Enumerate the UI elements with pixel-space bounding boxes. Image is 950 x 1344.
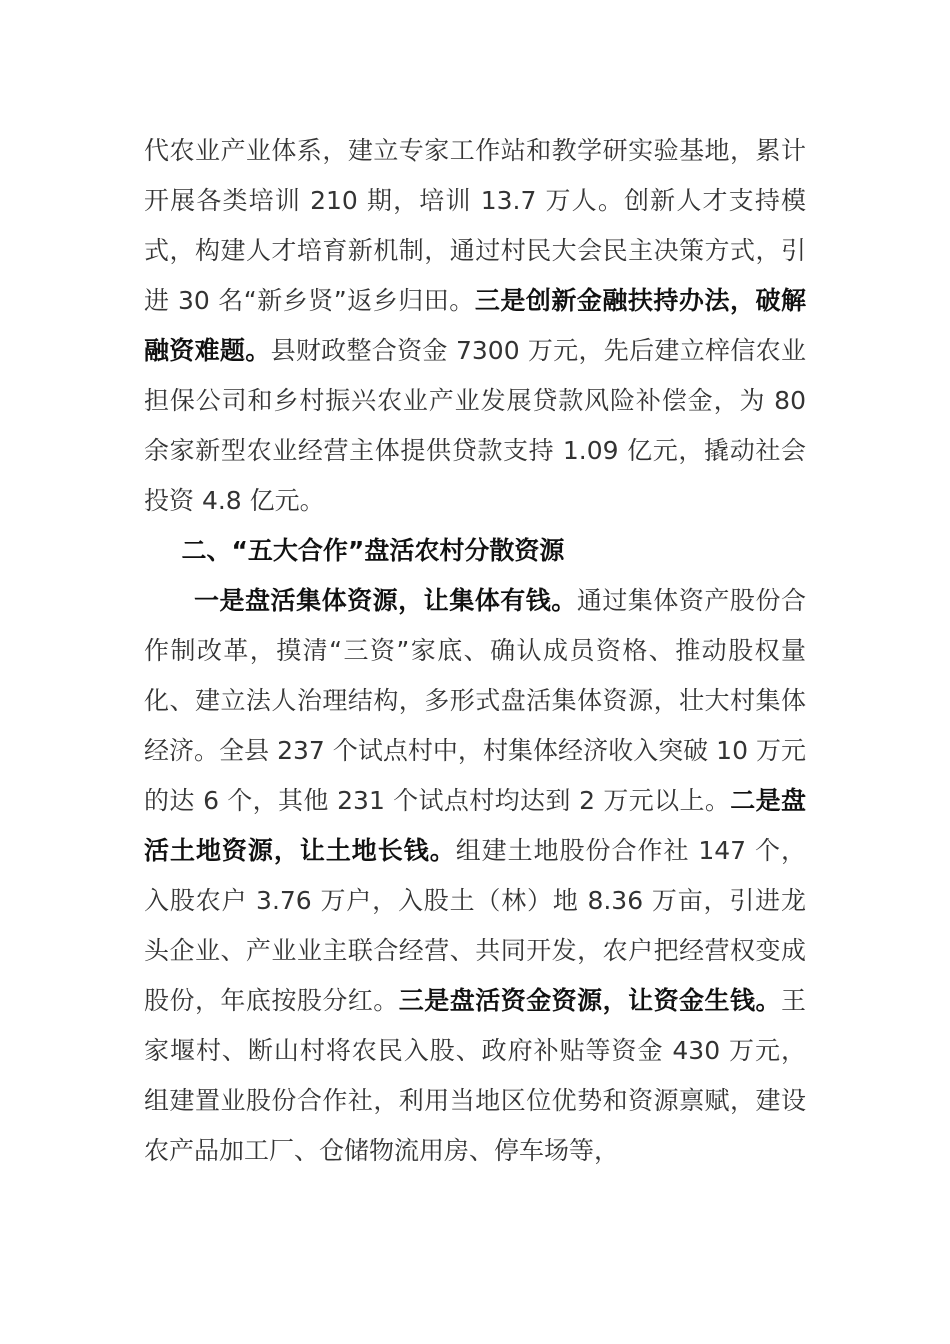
bold-subheading-land: 二是盘活土地资源，让土地长钱。	[144, 786, 806, 865]
bold-subheading-finance: 三是创新金融扶持办法，破解融资难题。	[144, 286, 806, 365]
bold-subheading-collective: 一是盘活集体资源，让集体有钱。	[194, 586, 577, 615]
paragraph-talent-finance	[144, 126, 806, 526]
paragraph-text: 县财政整合资金 7300 万元，先后建立梓信农业担保公司和乡村振兴农业产业发展贷款风险补偿金，为 80 余家新型农业经营主体提供贷款支持 1.09 亿元，撬动社会投资 4.8 亿元。	[144, 336, 806, 515]
document-body	[144, 126, 806, 1176]
paragraph-text: 王家堰村、断山村将农民入股、政府补贴等资金 430 万元，组建置业股份合作社，利用当地区位优势和资源禀赋，建设农产品加工厂、仓储物流用房、停车场等，	[144, 986, 806, 1165]
paragraph-resources	[144, 576, 806, 1176]
paragraph-text: 组建土地股份合作社 147 个，入股农户 3.76 万户，入股土（林）地 8.36 万亩，引进龙头企业、产业业主联合经营、共同开发，农户把经营权变成股份，年底按股分红。	[144, 836, 806, 1015]
section-heading-five-cooperations: 二、“五大合作”盘活农村分散资源	[181, 536, 565, 565]
paragraph-text: 通过集体资产股份合作制改革，摸清“三资”家底、确认成员资格、推动股权量化、建立法人治理结构，多形式盘活集体资源，壮大村集体经济。全县 237 个试点村中，村集体经济收入突破 10 万元的达 6 个，其他 231 个试点村均达到 2 万元以上。	[144, 586, 806, 815]
paragraph-text: 代农业产业体系，建立专家工作站和教学研实验基地，累计开展各类培训 210 期，培训 13.7 万人。创新人才支持模式，构建人才培育新机制，通过村民大会民主决策方式，引进 30 名“新乡贤”返乡归田。	[144, 136, 806, 315]
bold-subheading-capital: 三是盘活资金资源，让资金生钱。	[398, 986, 781, 1015]
